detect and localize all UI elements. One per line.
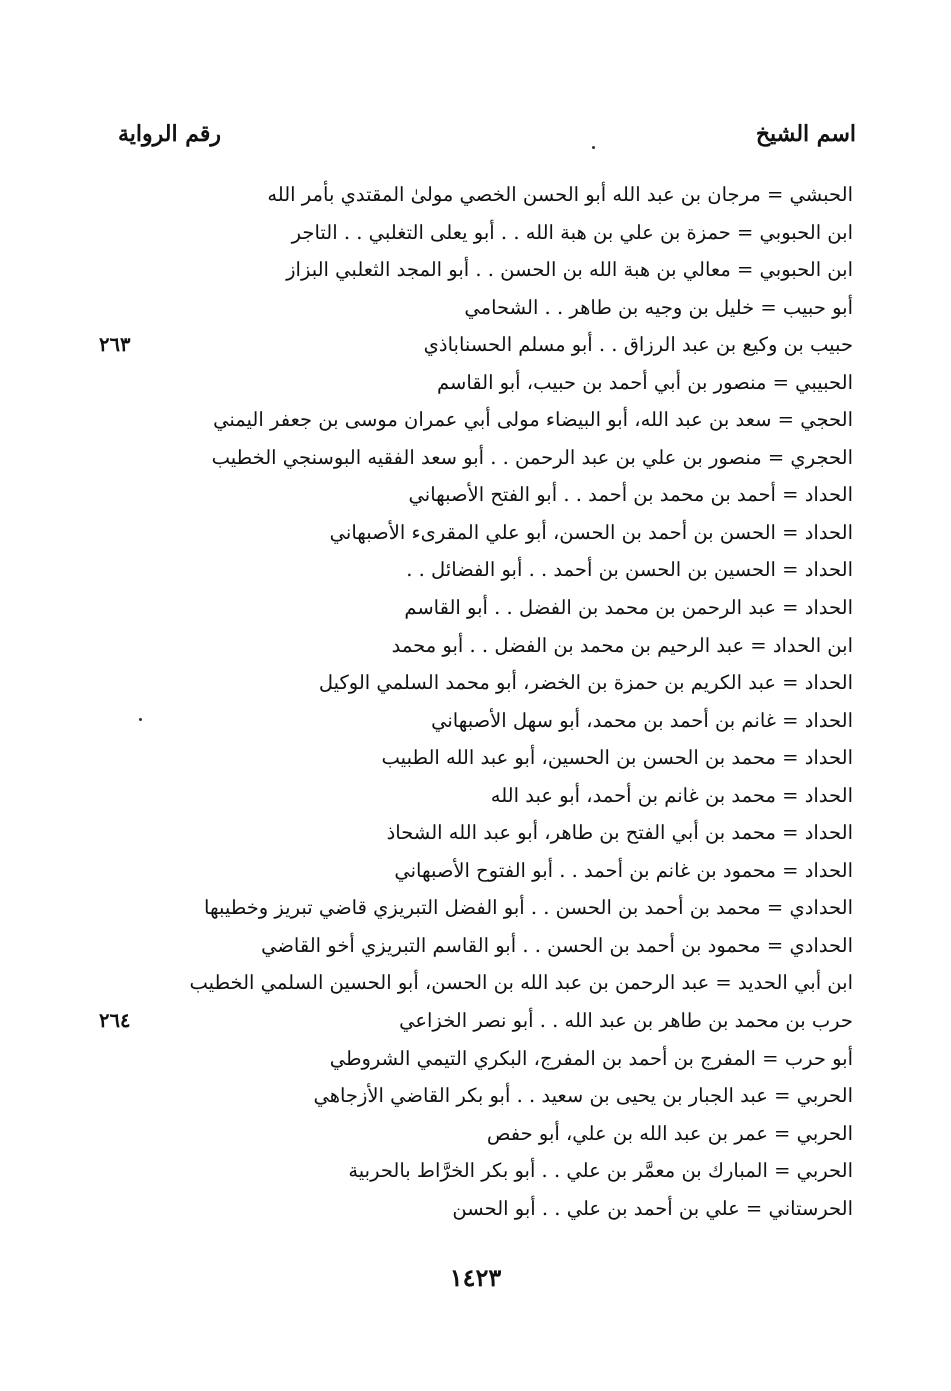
- entry-text: حبيب بن وكيع بن عبد الرزاق . . أبو مسلم الحسناباذي: [423, 333, 853, 357]
- entry-text: الحدادي = محمد بن أحمد بن الحسن . . أبو الفضل التبريزي قاضي تبريز وخطيبها: [204, 896, 853, 920]
- index-entry: [99, 1002, 853, 1040]
- index-entry: [213, 627, 853, 665]
- entry-text: حرب بن محمد بن طاهر بن عبد الله . . أبو نصر الخزاعي: [399, 1009, 853, 1033]
- entry-text: الحداد = محمد بن أبي الفتح بن طاهر، أبو عبد الله الشحاذ: [386, 821, 853, 845]
- index-entry: [213, 476, 853, 514]
- scan-speck: [592, 146, 595, 149]
- index-entry: [213, 289, 853, 327]
- index-entry: [213, 927, 853, 965]
- index-entry: [213, 1152, 853, 1190]
- entry-text: أبو حبيب = خليل بن وجيه بن طاهر . . الشحامي: [464, 295, 853, 319]
- index-entry: [213, 589, 853, 627]
- index-entry: [213, 1115, 853, 1153]
- index-entry: [213, 551, 853, 589]
- entry-text: الحرستاني = علي بن أحمد بن علي . . أبو الحسن: [452, 1196, 853, 1220]
- index-entry: [213, 1077, 853, 1115]
- index-entry: [213, 702, 853, 740]
- riwaya-number: ٢٦٤: [99, 1009, 131, 1033]
- riwaya-number: ٢٦٣: [99, 333, 131, 357]
- entry-text: الحداد = الحسين بن الحسن بن أحمد . . أبو الفضائل . .: [406, 558, 853, 582]
- entry-text: أبو حرب = المفرج بن أحمد بن المفرج، البكري التيمي الشروطي: [329, 1046, 853, 1070]
- entry-text: ابن الحداد = عبد الرحيم بن محمد بن الفضل . . أبو محمد: [391, 633, 853, 657]
- entry-text: الحداد = محمد بن غانم بن أحمد، أبو عبد الله: [490, 783, 853, 807]
- entry-text: الحداد = محمد بن الحسن بن الحسين، أبو عبد الله الطبيب: [381, 746, 853, 770]
- entry-text: ابن الحبوبي = معالي بن هبة الله بن الحسن . . أبو المجد الثعلبي البزاز: [286, 258, 853, 282]
- entry-text: الحربي = عمر بن عبد الله بن علي، أبو حفص: [486, 1121, 853, 1145]
- column-header-sheikh-name: اسم الشيخ: [755, 121, 856, 147]
- entry-text: الحجري = منصور بن علي بن عبد الرحمن . . أبو سعد الفقيه البوسنجي الخطيب: [211, 445, 853, 469]
- index-entry: [213, 514, 853, 552]
- index-entry: [213, 439, 853, 477]
- index-entry: [213, 1190, 853, 1228]
- index-entry: [213, 664, 853, 702]
- entry-text: الحربي = المبارك بن معمَّر بن علي . . أبو بكر الخرَّاط بالحربية: [348, 1159, 853, 1183]
- index-entry: [213, 739, 853, 777]
- column-header-riwaya-number: رقم الرواية: [118, 121, 222, 147]
- index-entry: [213, 777, 853, 815]
- entry-text: الحربي = عبد الجبار بن يحيى بن سعيد . . أبو بكر القاضي الأزجاهي: [313, 1084, 853, 1108]
- entry-text: ابن أبي الحديد = عبد الرحمن بن عبد الله بن الحسن، أبو الحسين السلمي الخطيب: [189, 971, 853, 995]
- entry-text: الحجي = سعد بن عبد الله، أبو البيضاء مولى أبي عمران موسى بن جعفر اليمني: [213, 408, 853, 432]
- index-entry: [99, 326, 853, 364]
- index-entry: [213, 214, 853, 252]
- index-entry: [213, 401, 853, 439]
- index-entry: [189, 964, 853, 1002]
- index-entry: [213, 251, 853, 289]
- entry-text: الحداد = محمود بن غانم بن أحمد . . أبو الفتوح الأصبهاني: [394, 858, 853, 882]
- entry-text: الحبشي = مرجان بن عبد الله أبو الحسن الخصي مولىٰ المقتدي بأمر الله: [267, 183, 853, 206]
- entry-text: الحداد = الحسن بن أحمد بن الحسن، أبو علي المقرىء الأصبهاني: [329, 520, 853, 544]
- entry-text: الحداد = غانم بن أحمد بن محمد، أبو سهل الأصبهاني: [431, 708, 853, 732]
- entry-text: الحبيبي = منصور بن أبي أحمد بن حبيب، أبو القاسم: [437, 370, 853, 394]
- page-number: ١٤٢٣: [449, 1263, 502, 1292]
- scan-speck: [139, 718, 142, 721]
- index-entry: [213, 364, 853, 402]
- entry-text: الحداد = أحمد بن محمد بن أحمد . . أبو الفتح الأصبهاني: [408, 483, 853, 507]
- index-entry: [213, 176, 853, 214]
- index-entry: [213, 814, 853, 852]
- entry-text: الحدادي = محمود بن أحمد بن الحسن . . أبو القاسم التبريزي أخو القاضي: [261, 933, 853, 957]
- index-entry: [204, 889, 853, 927]
- index-entry: [213, 852, 853, 890]
- entry-text: الحداد = عبد الرحمن بن محمد بن الفضل . . أبو القاسم: [404, 596, 853, 620]
- entry-text: الحداد = عبد الكريم بن حمزة بن الخضر، أبو محمد السلمي الوكيل: [318, 671, 853, 695]
- sheikh-index-list: [99, 176, 853, 1227]
- index-entry: [213, 1040, 853, 1078]
- entry-text: ابن الحبوبي = حمزة بن علي بن هبة الله . . أبو يعلى التغلبي . . التاجر: [291, 220, 853, 244]
